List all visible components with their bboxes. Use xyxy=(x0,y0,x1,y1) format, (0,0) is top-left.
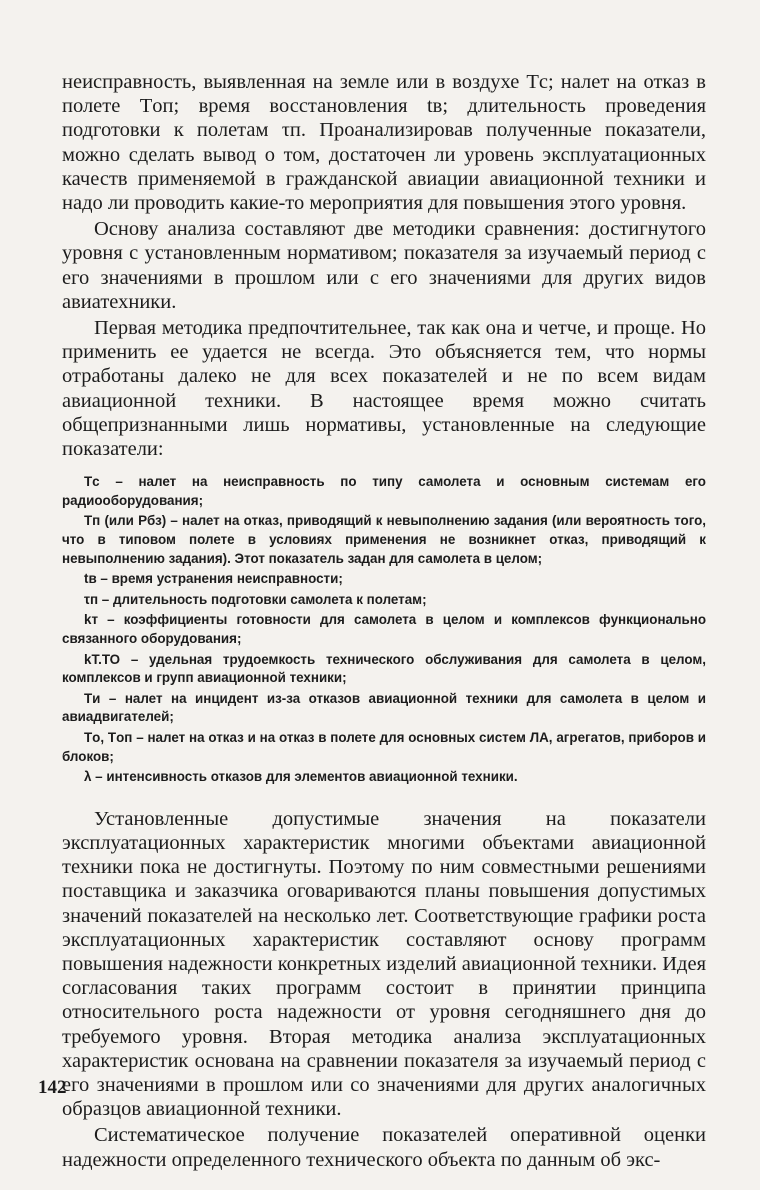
definition-item: Tс – налет на неисправность по типу самолета и основным системам его радиооборудования; xyxy=(62,474,706,508)
paragraph: Установленные допустимые значения на показатели эксплуатационных характеристик многими объектами авиационной техники пока не достигнуты. Поэтому по ним совместными решениями поставщика и заказчика оговариваются планы повышения допустимых значений показателей на несколько лет. Соответствующие графики роста эксплуатационных характеристик составляют основу программ повышения надежности конкретных изделий авиационной техники. Идея согласования таких программ состоит в принятии принципа относительного роста надежности от уровня сегодняшнего дня до требуемого уровня. Вторая методика анализа эксплуатационных характеристик основана на сравнении показателя за изучаемый период с его значениями в прошлом или со значениями для других аналогичных образцов авиационной техники. xyxy=(62,807,706,1121)
paragraph: Основу анализа составляют две методики сравнения: достигнутого уровня с установленным нормативом; показателя за изучаемый период с его значениями в прошлом или с его значениями для других видов авиатехники. xyxy=(62,218,706,313)
paragraph: Первая методика предпочтительнее, так как она и четче, и проще. Но применить ее удается не всегда. Это объясняется тем, что нормы отработаны далеко не для всех показателей и не по всем видам авиационной техники. В настоящее время можно считать общепризнанными лишь нормативы, установленные на следующие показатели: xyxy=(62,317,706,461)
paragraph: неисправность, выявленная на земле или в воздухе Tс; налет на отказ в полете Tоп; время восстановления tв; длительность проведения подготовки к полетам τп. Проанализировав полученные показатели, можно сделать вывод о том, достаточен ли уровень эксплуатационных качеств применяемой в гражданской авиации авиационной техники и надо ли проводить какие-то мероприятия для повышения этого уровня. xyxy=(62,71,706,215)
definition-item: Tи – налет на инцидент из-за отказов авиационной техники для самолета в целом и авиадвигателей; xyxy=(62,690,706,725)
body-top xyxy=(62,70,706,461)
definition-item: Tо, Tоп – налет на отказ и на отказ в полете для основных систем ЛА, агрегатов, приборов и блоков; xyxy=(62,729,706,764)
definition-item: λ – интенсивность отказов для элементов авиационной техники. xyxy=(84,769,518,785)
paragraph: Систематическое получение показателей оперативной оценки надежности определенного технического объекта по данным об экс- xyxy=(62,1124,706,1171)
definition-item: Tп (или Pбз) – налет на отказ, приводящий к невыполнению задания (или вероятность того, что в типовом полете в условиях применения не возникнет отказ, приводящий к невыполнению задания). Этот показатель задан для самолета в целом; xyxy=(62,513,706,566)
definitions-list xyxy=(62,473,706,787)
definition-item: kТ.ТО – удельная трудоемкость технического обслуживания для самолета в целом, комплексов и групп авиационной техники; xyxy=(62,651,706,686)
definition-item: τп – длительность подготовки самолета к полетам; xyxy=(84,591,427,607)
definition-item: tв – время устранения неисправности; xyxy=(84,571,343,587)
body-bottom xyxy=(62,807,706,1172)
definition-item: kт – коэффициенты готовности для самолета в целом и комплексов функционально связанного оборудования; xyxy=(62,612,706,646)
page-number: 142 xyxy=(38,1077,67,1098)
